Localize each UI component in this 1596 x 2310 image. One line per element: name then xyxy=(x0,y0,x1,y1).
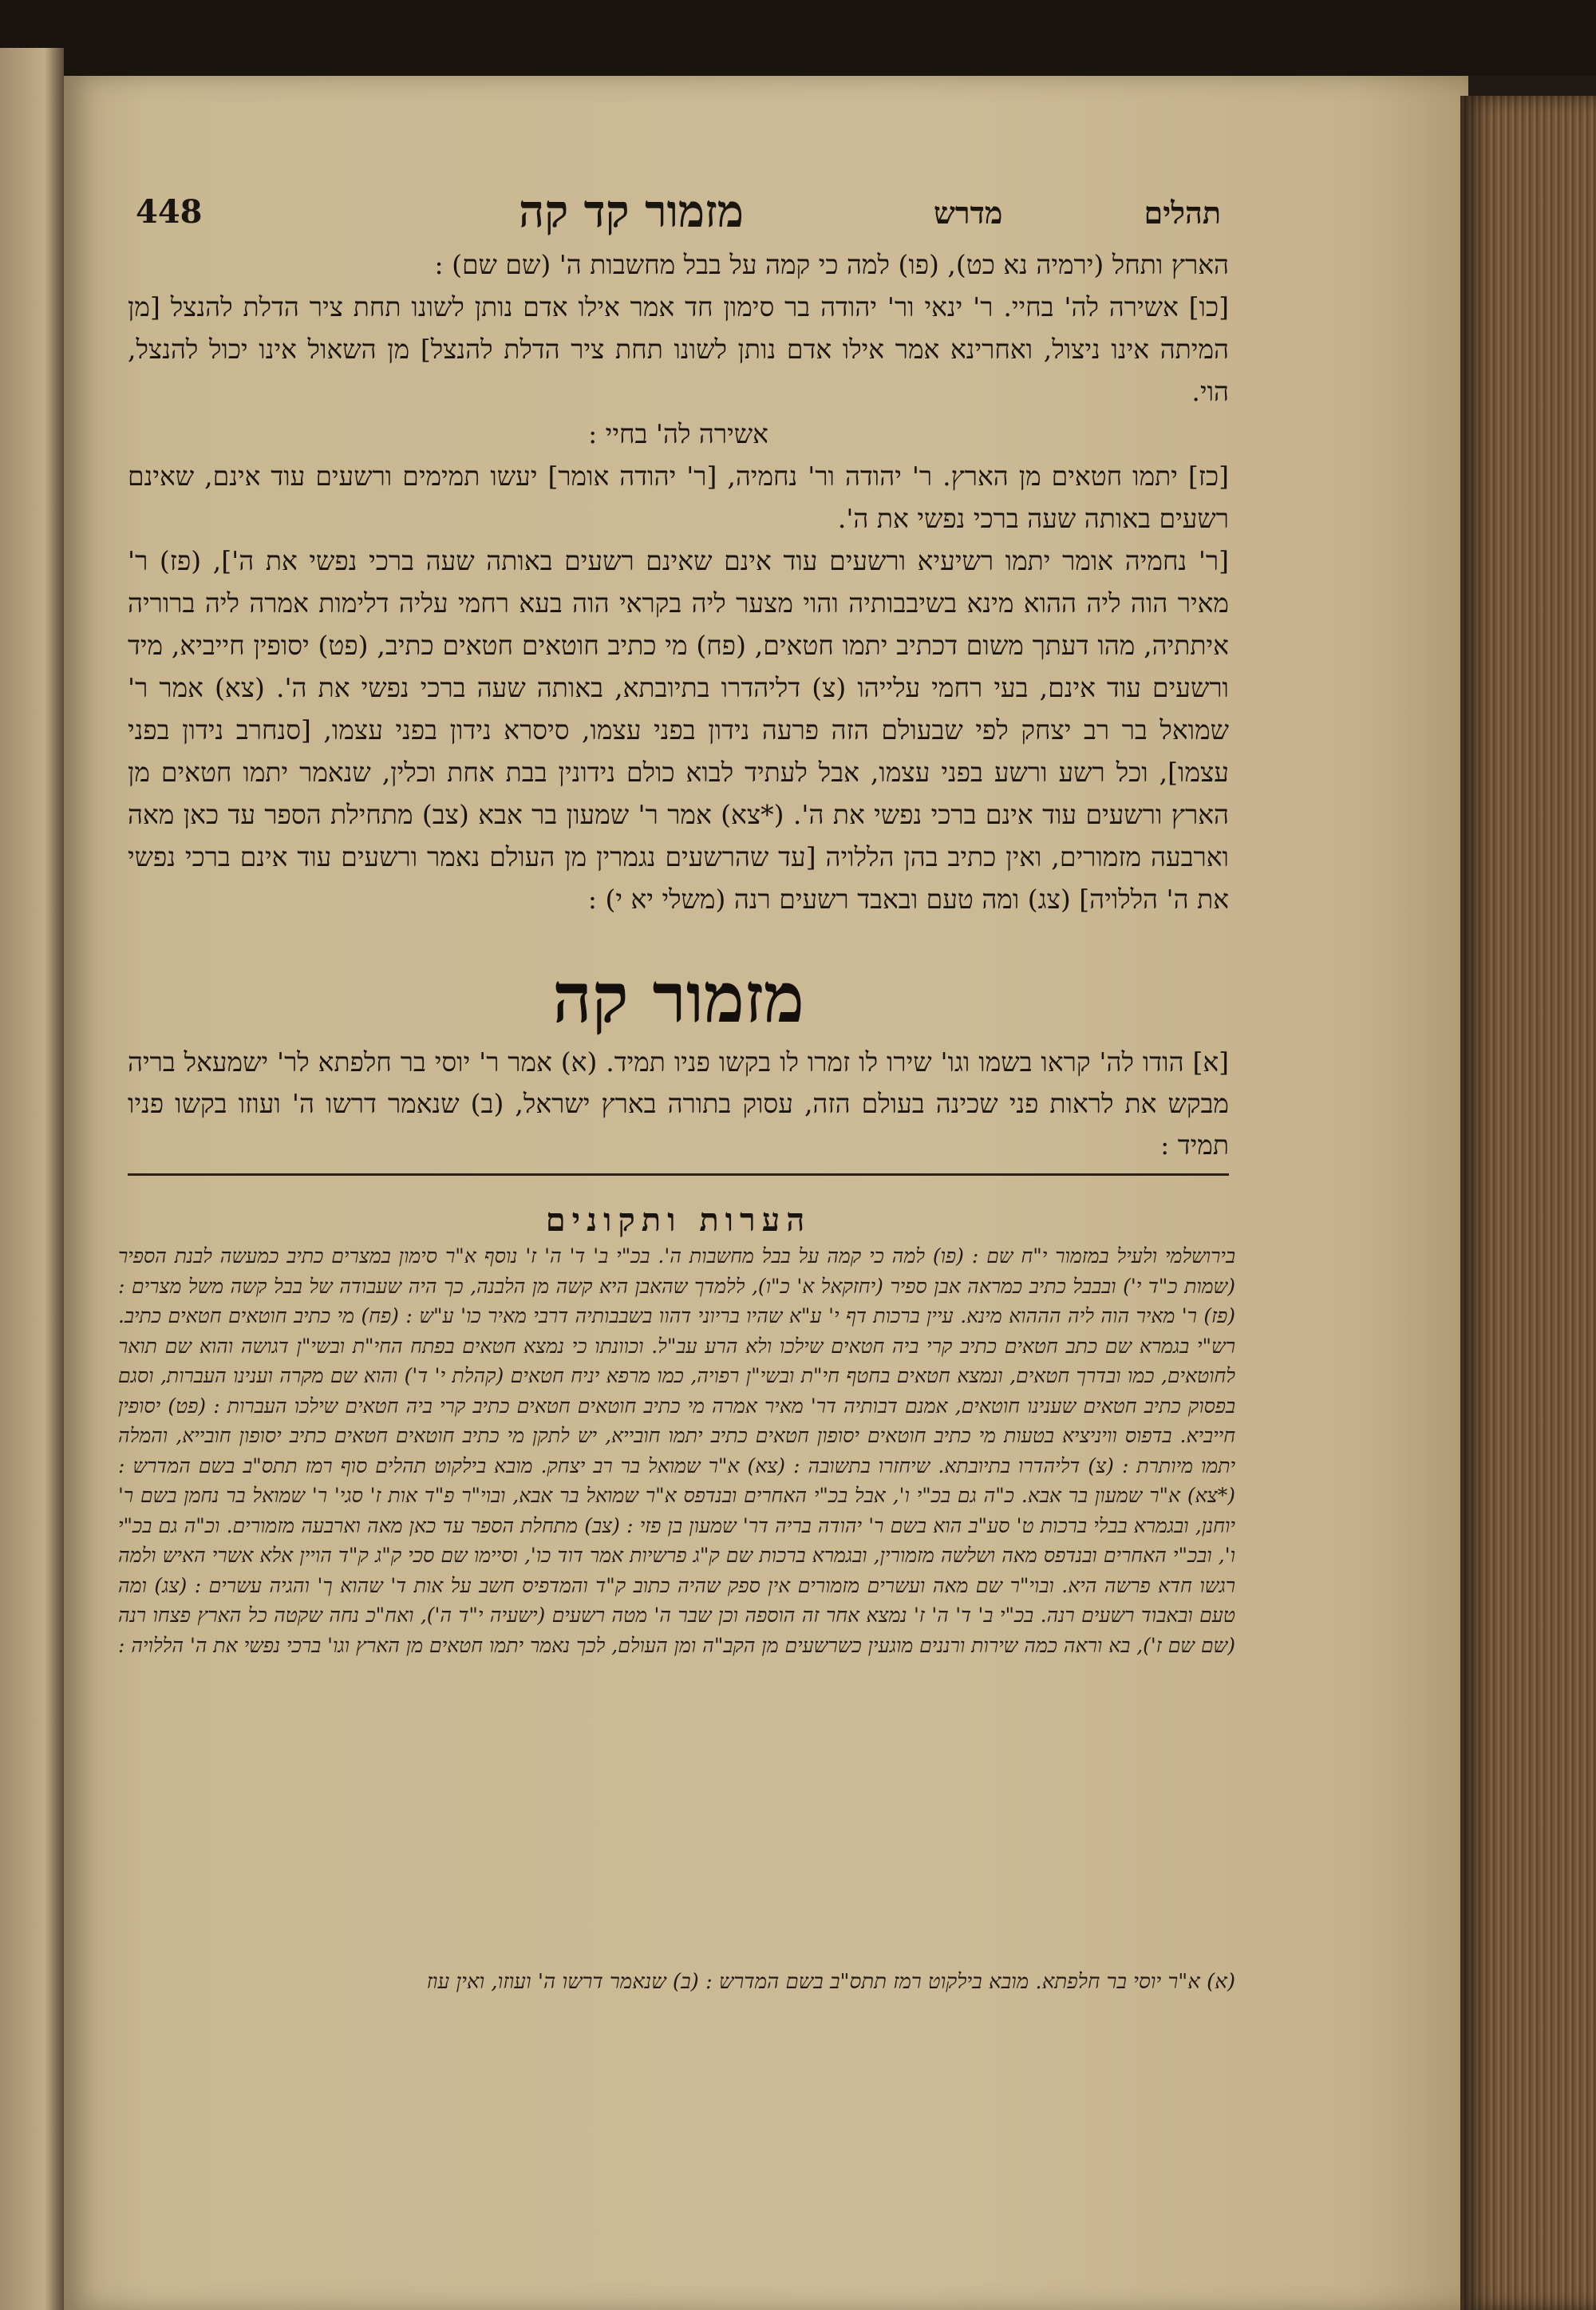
psalm-text xyxy=(128,1042,1229,1166)
paragraph: הארץ ותחל (ירמיה נא כט), (פו) למה כי קמה על בבל מחשבות ה' (שם שם) : xyxy=(434,249,1229,280)
commentary-text xyxy=(128,243,1229,920)
paragraph: [א] הודו לה' קראו בשמו וגו' שירו לו זמרו לו בקשו פניו תמיד. (א) אמר ר' יוסי בר חלפתא לר' ישמעאל בריה מבקש את לראות פני שכינה בעולם הזה, עסוק בתורה בארץ ישראל, (ב) שנאמר דרשו ה' ועוזו בקשו פניו תמיד : xyxy=(128,1046,1229,1161)
notes-text xyxy=(118,1241,1235,1660)
divider xyxy=(128,1173,1229,1176)
running-head xyxy=(136,184,1221,247)
notes-heading: הערות ותקונים xyxy=(545,1201,812,1239)
psalm-title: מזמור קד קה xyxy=(519,185,744,238)
paragraph: [כז] יתמו חטאים מן הארץ. ר' יהודה ור' נחמיה, [ר' יהודה אומר] יעשו תמימים ורשעים עוד אינם, שאינם רשעים באותה שעה ברכי נפשי את ה'. xyxy=(128,461,1229,534)
page-number: 448 xyxy=(136,193,203,231)
midrash-label: מדרש xyxy=(934,195,1003,231)
scanner-background xyxy=(0,0,1596,76)
facing-page-edge xyxy=(0,48,64,2310)
paragraph: [ר' נחמיה אומר יתמו רשיעיא ורשעים עוד אינם שאינם רשעים באותה שעה ברכי נפשי את ה'], (פז) ר' מאיר הוה ליה ההוא מינא בשיבבותיה והוי מצער ליה בקראי הוה בעא רחמי עליה דלימות אמרה ליה ברוריה איתתיה, מהו דעתך משום דכתיב יתמו חטאים, (פח) מי כתיב חוטאים חטאים כתיב, (פט) יסופין חייביא, מיד ורשעים עוד אינם, בעי רחמי עלייהו (צ) דליהדרו בתיובתא, באותה שעה ברכי נפשי את ה'. (צא) אמר ר' שמואל בר רב יצחק לפי שבעולם הזה פרעה נידון בפני עצמו, סיסרא נידון בפני עצמו, [סנחרב נידון בפני עצמו], וכל רשע ורשע בפני עצמו, אבל לעתיד לבוא כולם נידונין בבת אחת וכלין, שנאמר יתמו חטאים מן הארץ ורשעים עוד אינם ברכי נפשי את ה'. (*צא) אמר ר' שמעון בר אבא (צב) מתחילת הספר עד כאן מאה וארבעה מזמורים, ואין כתיב בהן הללויה [עד שהרשעים נגמרין מן העולם נאמר ורשעים עוד אינם ברכי נפשי את ה' הללויה] (צג) ומה טעם ובאבד רשעים רנה (משלי יא י) : xyxy=(128,545,1229,915)
paragraph: [כו] אשירה לה' בחיי. ר' ינאי ור' יהודה בר סימון חד אמר אילו אדם נותן לשונו תחת ציר הדלת להנצל [מן המיתה אינו ניצול, ואחרינא אמר אילו אדם נותן לשונו תחת ציר הדלת להנצל] מן השאול אינו יכול להנצל, הוי. xyxy=(128,291,1229,407)
paragraph: אשירה לה' בחיי : xyxy=(588,418,768,449)
paragraph: בירושלמי ולעיל במזמור י"ח שם : (פו) למה כי קמה על בבל מחשבות ה'. בכ"י ב' ד' ה' ז' נוסף א"ר סימון במצרים כתיב כמעשה לבנת הספיר (שמות כ"ד י') ובבבל כתיב כמראה אבן ספיר (יחזקאל א' כ"ו), ללמדך שהאבן היא קשה מן הלבנה, כך היה שעבודה של בבל קשה משל מצרים : (פז) ר' מאיר הוה ליה הההוא מינא. עיין ברכות דף י' ע"א שהיו בריוני דהוו בשבבותיה דרבי מאיר כו' ע"ש : (פח) מי כתיב חוטאים חטאים כתיב. רש"י בגמרא שם כתב חטאים כתיב קרי ביה חטאים שילכו ולא הרע עב"ל. וכוונתו כי נמצא חטאים בפתח החי"ת ובשי"ן דגושה והוא שם תואר לחוטאים, כמו ובדרך חטאים, ונמצא חטאים בחטף חי"ת ובשי"ן רפויה, כמו מרפא יניח חטאים (קהלת י' ד') והוא שם מקרה וענינו העברות, וסגם בפסוק כתיב חטאים שענינו חוטאים, אמנם דבותיה דר' מאיר אמרה מי כתיב חוטאים חטאים כתיב קרי ביה חטאים שילכו העברות : (פט) יסופין חייביא. בדפוס וויניציא בטעות מי כתיב חוטאים יסופון חטאים כתיב יתמו חובייא, יש לתקן מי כתיב חוטאים חטאים כתיב יסופון חובייא, והמלה יתמו מיותרת : (צ) דליהדרו בתיובתא. שיחזרו בתשובה : (צא) א"ר שמואל בר רב יצחק. מובא בילקוט תהלים סוף רמז תתס"ב בשם המדרש : (*צא) א"ר שמעון בר אבא. כ"ה גם בכ"י ו', אבל בכ"י האחרים ובנדפס א"ר שמואל בר אבא, ובוי"ר פ"ד אות ז' סגי' ר' שמואל בר נחמן בשם ר' יוחנן, ובגמרא בבלי ברכות ט' סע"ב הוא בשם ר' יהודה בריה דר' שמעון בן פזי : (צב) מתחלת הספר עד כאן מאה וארבעה מזמורים. וכ"ה גם בכ"י ו', ובכ"י האחרים ובנדפס מאה ושלשה מזמורין, ובגמרא ברכות שם ק"ג פרשיות אמר דוד כו', וסיימו שם סכי ק"ג ק"ד הויין אלא אשרי האיש ולמה רגשו חדא פרשה היא. ובוי"ר שם מאה ועשרים מזמורים אין ספק שהיה כתוב ק"ד והמדפיס חשב על אות ד' שהוא ך' והגיה עשרים : (צג) ומה טעם ובאבוד רשעים רנה. בכ"י ב' ד' ה' ז' נמצא אחר זה הוספה וכן שבר ה' מטה רשעים (ישעיה י"ד ה'), ואח"כ נחה שקטה כל הארץ פצחו רנה (שם שם ז'), בא וראה כמה שירות ורננים מוגעין כשרשעים מן הקב"ה ומן העולם, לכך נאמר יתמו חטאים מן הארץ וגו' ברכי נפשי את ה' הללויה : xyxy=(117,1244,1235,1657)
section-heading: מזמור קה xyxy=(552,958,804,1038)
notes-footer: (א) א"ר יוסי בר חלפתא. מובא בילקוט רמז תתס"ב בשם המדרש : (ב) שנאמר דרשו ה' ועוזו, ואין עוז xyxy=(426,1970,1235,1994)
book-label: תהלים xyxy=(1144,195,1221,231)
page-stack-edge xyxy=(1460,96,1596,2310)
